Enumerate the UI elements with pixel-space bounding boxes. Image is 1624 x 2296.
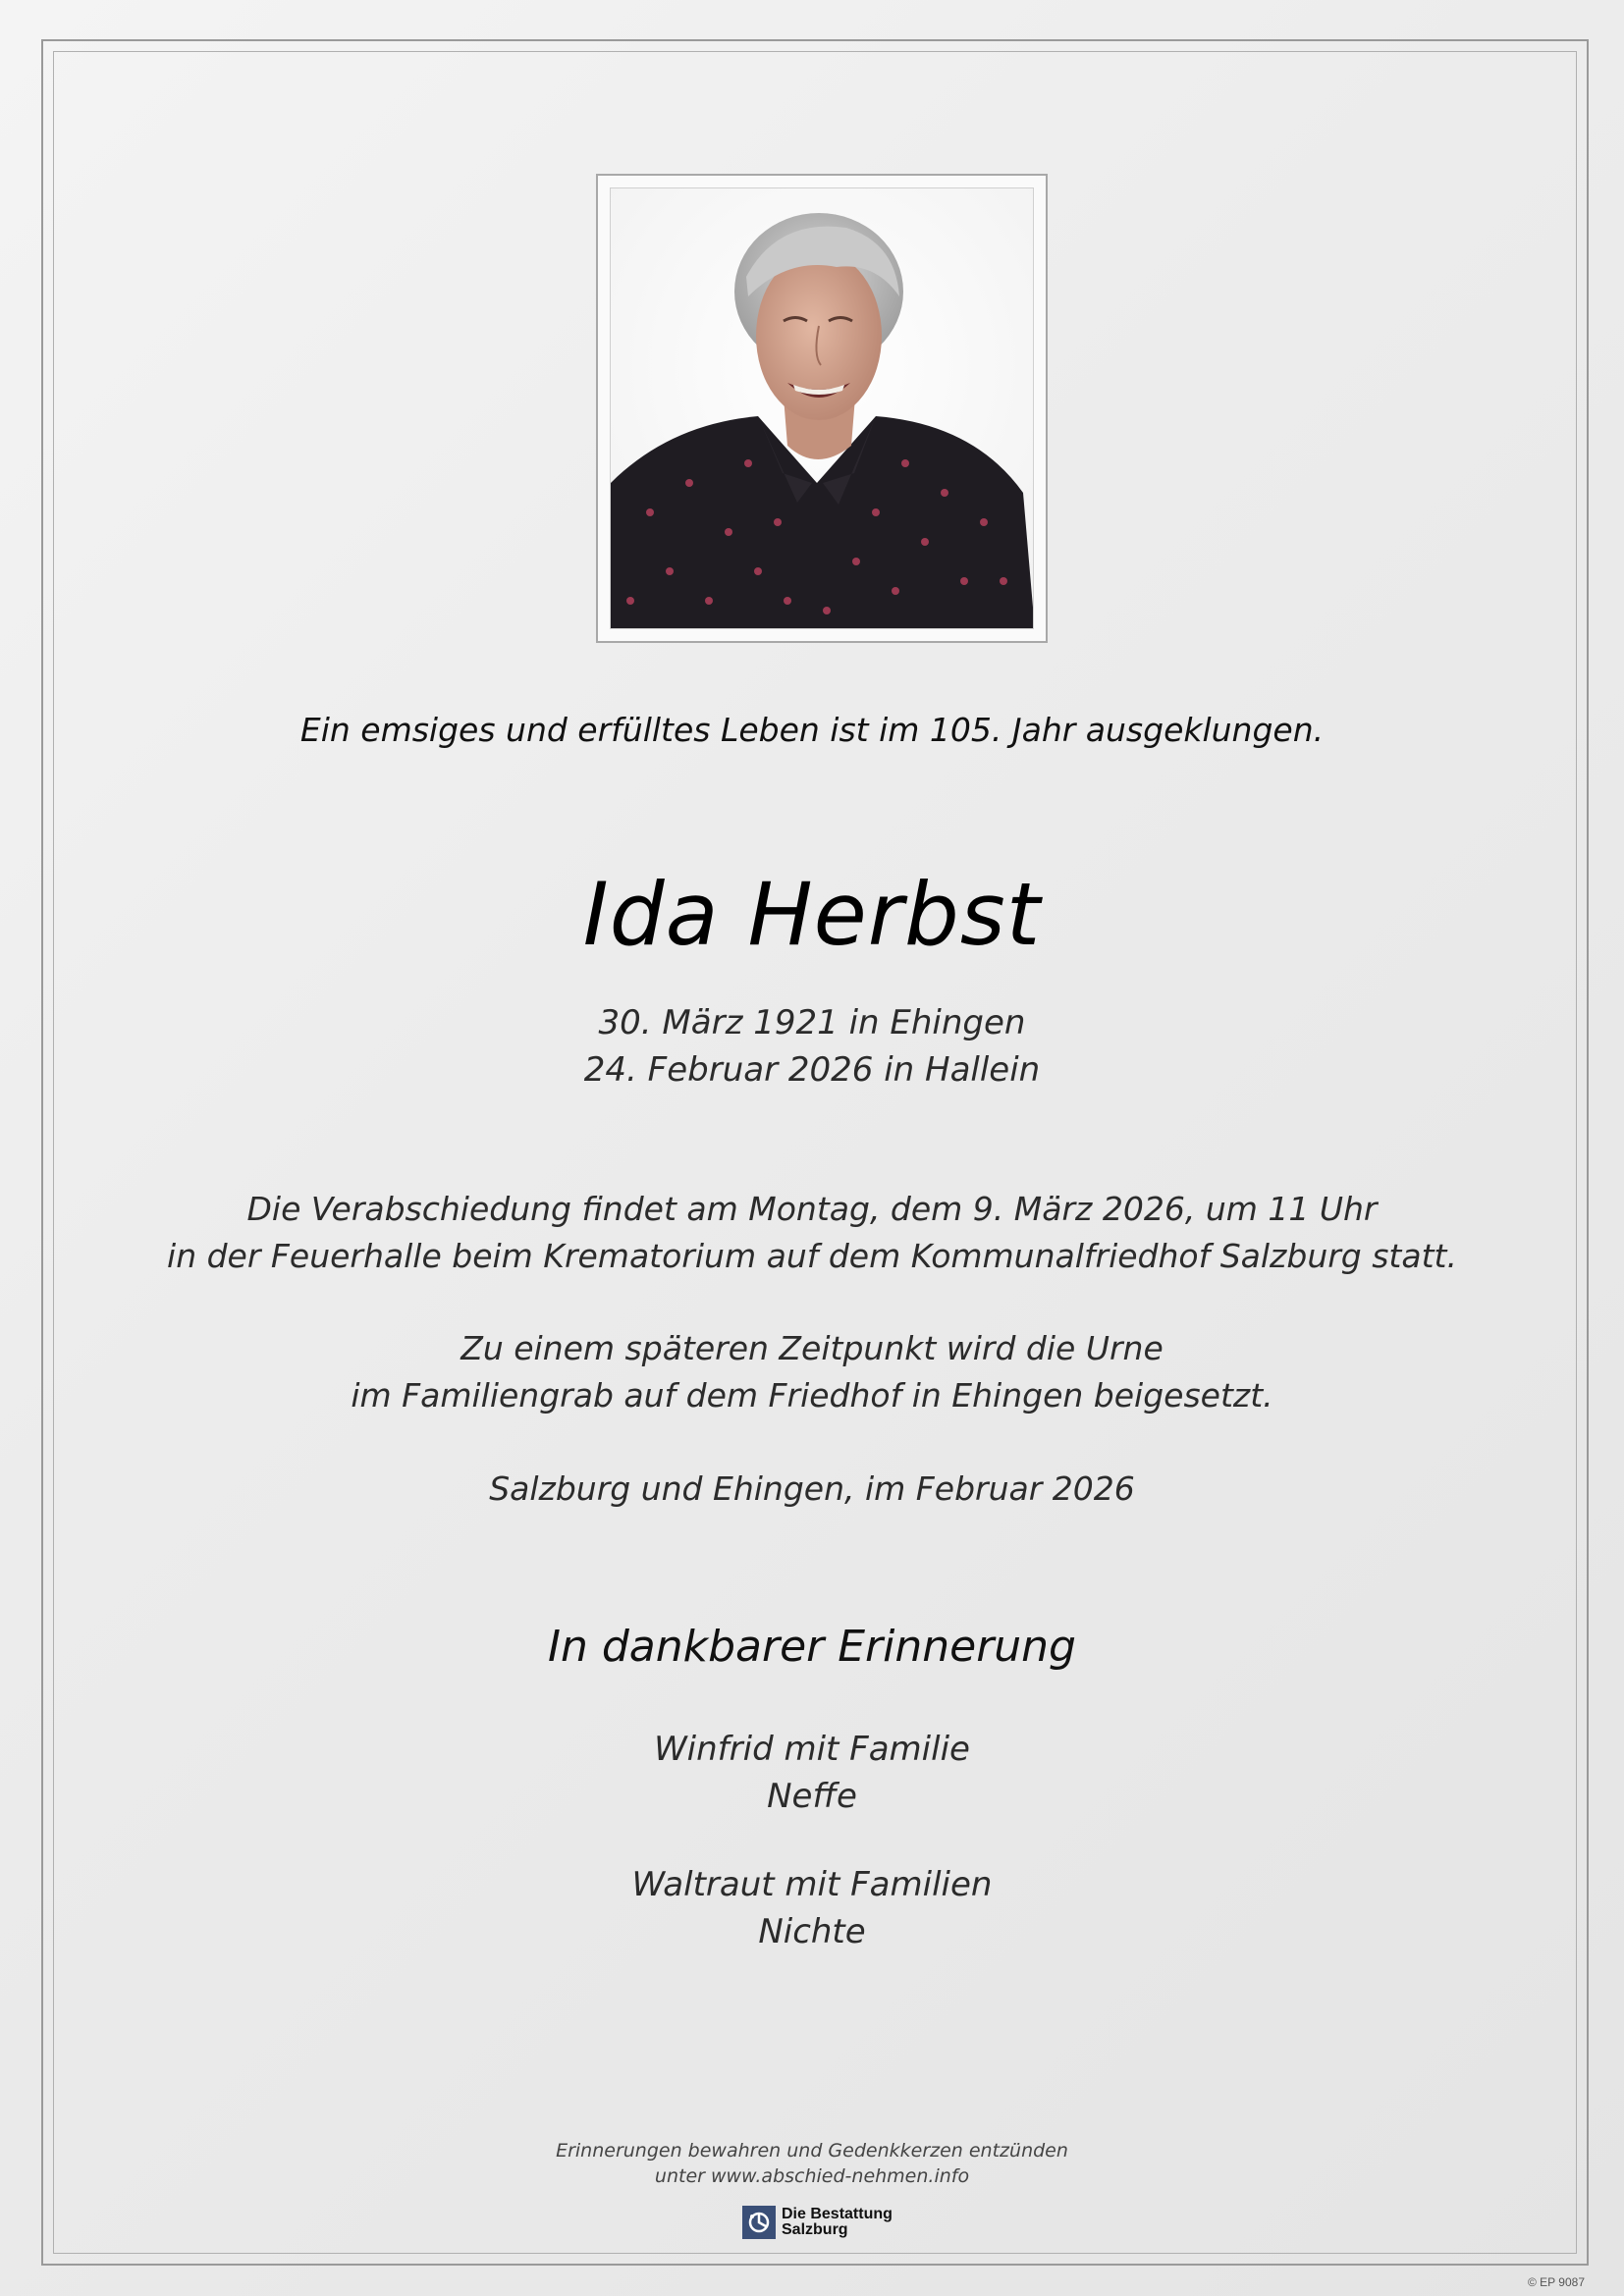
- birth-date: 30. März 1921 in Ehingen: [598, 1003, 1026, 1042]
- burial-line-1: Zu einem späteren Zeitpunkt wird die Urne: [460, 1329, 1164, 1367]
- portrait-frame: [596, 174, 1048, 643]
- ceremony-line-1: Die Verabschiedung findet am Montag, dem 9. März 2026, um 11 Uhr: [246, 1190, 1378, 1228]
- place-date: Salzburg und Ehingen, im Februar 2026: [489, 1469, 1135, 1508]
- bestattung-logo: [742, 2205, 893, 2240]
- death-date: 24. Februar 2026 in Hallein: [583, 1050, 1041, 1090]
- mourner-name: Waltraut mit Familien: [631, 1865, 993, 1904]
- ceremony-line-2: in der Feuerhalle beim Krematorium auf dem Kommunalfriedhof Salzburg statt.: [167, 1237, 1457, 1275]
- mourner-relation: Nichte: [758, 1912, 866, 1951]
- motto-text: Ein emsiges und erfülltes Leben ist im 105. Jahr ausgeklungen.: [299, 711, 1325, 749]
- burial-line-2: im Familiengrab auf dem Friedhof in Ehingen beigesetzt.: [351, 1376, 1273, 1415]
- mourner-name: Winfrid mit Familie: [654, 1730, 970, 1769]
- deceased-name: Ida Herbst: [582, 864, 1042, 965]
- logo-text-line-2: Salzburg: [782, 2221, 848, 2238]
- print-code: © EP 9087: [1528, 2275, 1585, 2289]
- portrait-photo: [610, 187, 1034, 629]
- remembrance-heading: In dankbarer Erinnerung: [548, 1622, 1076, 1672]
- logo-text-line-1: Die Bestattung: [782, 2206, 893, 2222]
- bestattung-logo-icon: [742, 2206, 776, 2239]
- footer-url: unter www.abschied-nehmen.info: [654, 2165, 970, 2187]
- footer-line-1: Erinnerungen bewahren und Gedenkkerzen entzünden: [556, 2140, 1068, 2162]
- mourner-relation: Neffe: [767, 1777, 857, 1816]
